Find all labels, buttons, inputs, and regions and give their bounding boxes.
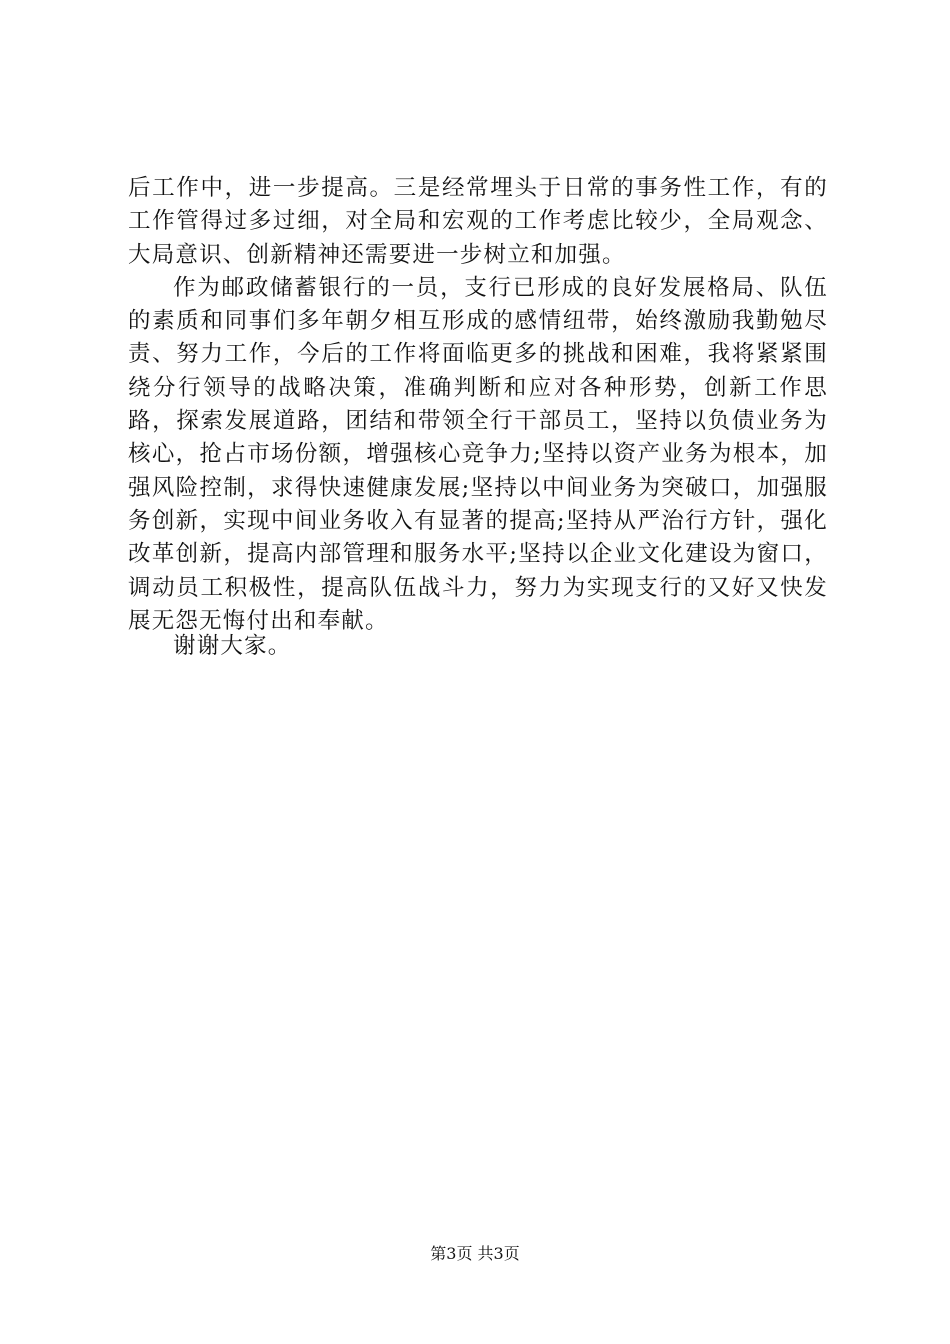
paragraph-commitment: 作为邮政储蓄银行的一员，支行已形成的良好发展格局、队伍的素质和同事们多年朝夕相互形成的感情纽带，始终激励我勤勉尽责、努力工作，今后的工作将面临更多的挑战和困难，我将紧紧围绕分行领导的战略决策，准确判断和应对各种形势，创新工作思路，探索发展道路，团结和带领全行干部员工，坚持以负债业务为核心，抢占市场份额，增强核心竞争力;坚持以资产业务为根本，加强风险控制，求得快速健康发展;坚持以中间业务为突破口，加强服务创新，实现中间业务收入有显著的提高;坚持从严治行方针，强化改革创新，提高内部管理和服务水平;坚持以企业文化建设为窗口，调动员工积极性，提高队伍战斗力，努力为实现支行的又好又快发展无怨无悔付出和奉献。 xyxy=(128,274,828,634)
paragraph-continuation: 后工作中，进一步提高。三是经常埋头于日常的事务性工作，有的工作管得过多过细，对全局和宏观的工作考虑比较少，全局观念、大局意识、创新精神还需要进一步树立和加强。 xyxy=(128,175,828,268)
page-footer: 第3页 共3页 xyxy=(430,1244,520,1263)
document-body xyxy=(128,172,828,638)
closing-remark: 谢谢大家。 xyxy=(173,633,292,659)
